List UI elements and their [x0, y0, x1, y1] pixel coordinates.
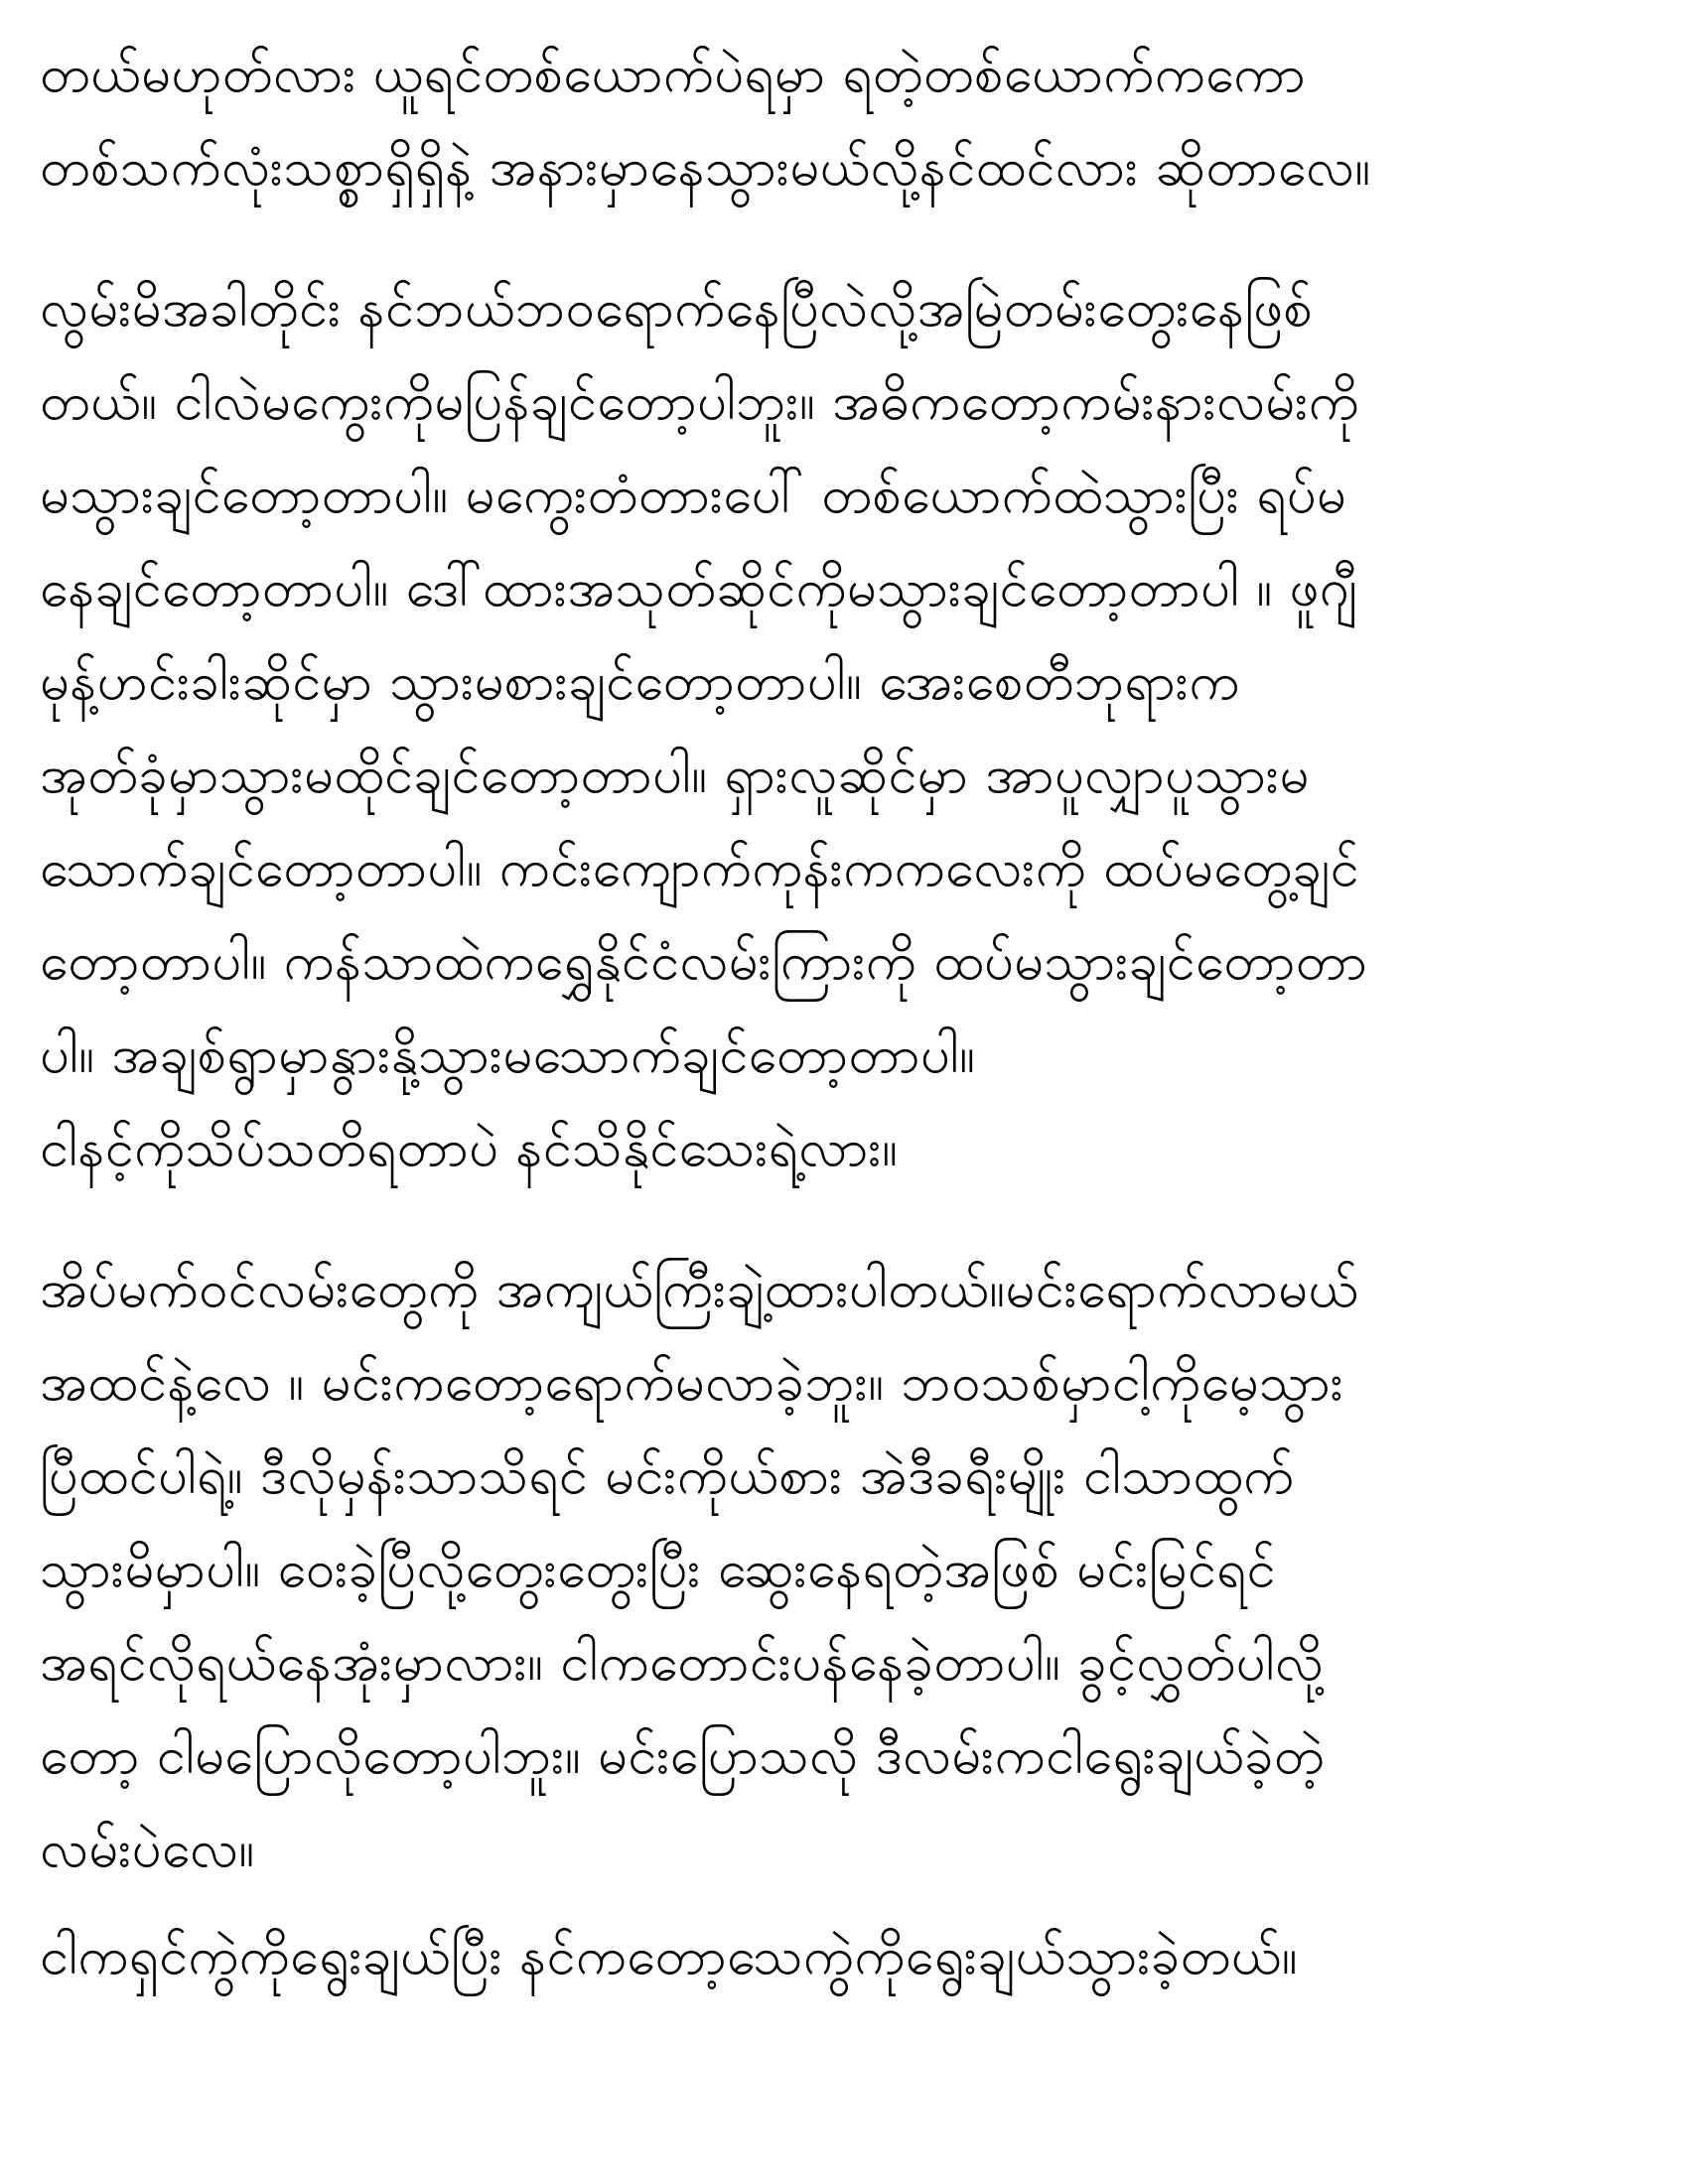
text-line: တယ်မဟုတ်လား ယူရင်တစ်ယောက်ပဲရမှာ ရတဲ့တစ်ယောက်ကကော — [40, 45, 1307, 104]
text-line: တော့ ငါမပြောလိုတော့ပါဘူး။ မင်းပြောသလို ဒီလမ်းကငါရွေးချယ်ခဲ့တဲ့ — [40, 1726, 1325, 1786]
text-line: သောက်ချင်တော့တာပါ။ ကင်းကျောက်ကုန်းကကလေးကို ထပ်မတွေ့ချင် — [40, 839, 1359, 898]
text-line: သွားမိမှာပါ။ ဝေးခဲ့ပြီလို့တွေးတွေးပြီး ဆွေးနေရတဲ့အဖြစ် မင်းမြင်ရင် — [40, 1540, 1276, 1599]
text-line: အုတ်ခုံမှာသွားမထိုင်ချင်တော့တာပါ။ ရှားလူဆိုင်မှာ အာပူလျှာပူသွားမ — [40, 746, 1310, 805]
document-content — [40, 28, 1648, 2003]
text-line: မသွားချင်တော့တာပါ။ မကွေးတံတားပေါ် တစ်ယောက်ထဲသွားပြီး ရပ်မ — [40, 466, 1347, 525]
paragraph — [40, 1910, 1648, 2003]
text-line: တော့တာပါ။ ကန်သာထဲကရွှေနိုင်ငံလမ်းကြားကို ထပ်မသွားချင်တော့တာ — [40, 932, 1368, 992]
text-line: အရင်လိုရယ်နေအုံးမှာလား။ ငါကတောင်းပန်နေခဲ့တာပါ။ ခွင့်လွှတ်ပါလို့ — [40, 1633, 1325, 1693]
text-line: တစ်သက်လုံးသစ္စာရှိရှိနဲ့ အနားမှာနေသွားမယ်လို့နင်ထင်လား ဆိုတာလေ။ — [40, 138, 1371, 198]
text-line: ငါနင့်ကိုသိပ်သတိရတာပဲ နင်သိနိုင်သေးရဲ့လား။ — [40, 1119, 899, 1178]
text-line: လွမ်းမိအခါတိုင်း နင်ဘယ်ဘဝရောက်နေပြီလဲလို့အမြဲတမ်းတွေးနေဖြစ် — [40, 279, 1314, 339]
paragraph — [40, 1243, 1648, 1896]
paragraph — [40, 28, 1648, 214]
text-line: ငါကရှင်ကွဲကိုရွေးချယ်ပြီး နင်ကတော့သေကွဲကိုရွေးချယ်သွားခဲ့တယ်။ — [40, 1927, 1298, 1986]
text-line: နေချင်တော့တာပါ။ ဒေါ်ထားအသုတ်ဆိုင်ကိုမသွားချင်တော့တာပါ ။ ဖူဂျီ — [40, 559, 1358, 618]
text-line: မုန့်ဟင်းခါးဆိုင်မှာ သွားမစားချင်တော့တာပါ။ အေးစေတီဘုရားက — [40, 652, 1240, 712]
text-line: တယ်။ ငါလဲမကွေးကိုမပြန်ချင်တော့ပါဘူး။ အဓိကတော့ကမ်းနားလမ်းကို — [40, 372, 1360, 432]
paragraph — [40, 262, 1648, 1195]
text-line: လမ်းပဲလေ။ — [40, 1820, 255, 1879]
text-line: ပါ။ အချစ်ရွာမှာနွားနို့သွားမသောက်ချင်တော့တာပါ။ — [40, 1025, 976, 1085]
text-line: အိပ်မက်ဝင်လမ်းတွေကို အကျယ်ကြီးချဲ့ထားပါတယ်။မင်းရောက်လာမယ် — [40, 1260, 1359, 1319]
text-line: အထင်နဲ့လေ ။ မင်းကတော့ရောက်မလာခဲ့ဘူး။ ဘဝသစ်မှာငါ့ကိုမေ့သွား — [40, 1353, 1344, 1413]
text-line: ပြီထင်ပါရဲ့။ ဒီလိုမှန်းသာသိရင် မင်းကိုယ်စား အဲဒီခရီးမျိုး ငါသာထွက် — [40, 1446, 1295, 1506]
